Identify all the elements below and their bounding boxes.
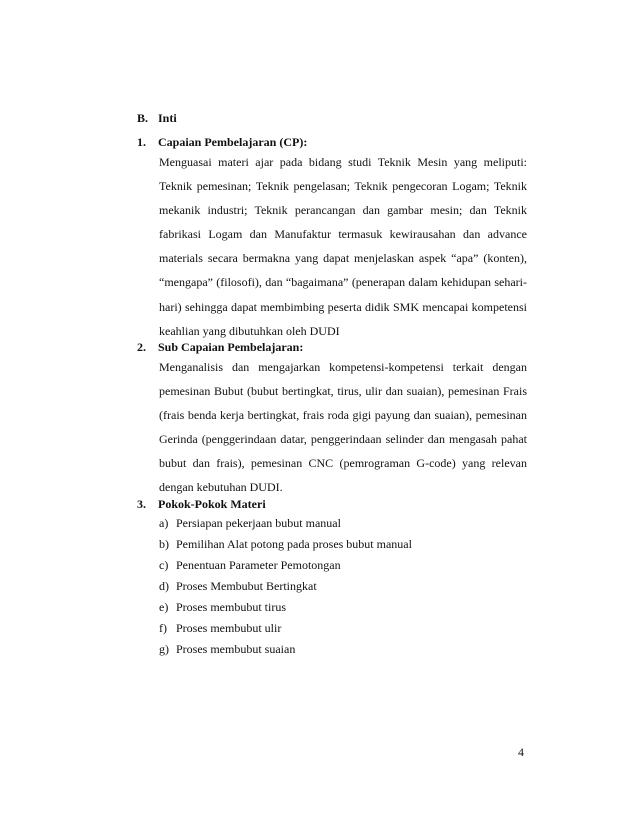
capaian-pembelajaran-heading [137,135,307,149]
section-letter: B. [137,111,149,125]
list-item [159,534,412,555]
list-item-letter: b) [159,537,169,551]
list-item-text: Pemilihan Alat potong pada proses bubut manual [176,537,412,551]
pokok-materi-list [159,513,412,660]
item-number: 1. [137,135,146,149]
page-number: 4 [518,745,524,759]
item-title: Pokok-Pokok Materi [158,497,266,511]
pokok-materi-heading [137,497,266,511]
section-title: Inti [158,111,177,125]
list-item-text: Proses membubut tirus [176,600,286,614]
list-item [159,639,412,660]
list-item-letter: a) [159,516,169,530]
list-item-text: Proses membubut suaian [176,642,296,656]
list-item [159,513,412,534]
list-item-letter: g) [159,642,169,656]
list-item-text: Proses membubut ulir [176,621,282,635]
item-title: Sub Capaian Pembelajaran: [158,340,304,354]
item-number: 3. [137,497,146,511]
list-item-text: Proses Membubut Bertingkat [176,579,317,593]
list-item [159,555,412,576]
capaian-pembelajaran-paragraph: Menguasai materi ajar pada bidang studi Teknik Mesin yang meliputi: Teknik pemesinan; Teknik pengelasan; Teknik pengecoran Logam; Teknik mekanik industri; Teknik perancangan dan gambar mesin; dan Teknik fabrikasi Logam dan Manufaktur termasuk kewirausahan dan advance materials secara bermakna yang dapat menjelaskan aspek “apa” (konten), “mengapa” (filosofi), dan “bagaimana” (penerapan dalam kehidupan sehari-hari) sehingga dapat membimbing peserta didik SMK mencapai kompetensi keahlian yang dibutuhkan oleh DUDI [159,155,527,338]
item-number: 2. [137,340,146,354]
item-title: Capaian Pembelajaran (CP): [158,135,308,149]
list-item-text: Penentuan Parameter Pemotongan [176,558,341,572]
list-item-letter: c) [159,558,169,572]
list-item-letter: f) [159,621,167,635]
list-item-letter: d) [159,579,169,593]
sub-capaian-paragraph: Menganalisis dan mengajarkan kompetensi-kompetensi terkait dengan pemesinan Bubut (bubut bertingkat, tirus, ulir dan suaian), pemesinan Frais (frais benda kerja bertingkat, frais roda gigi payung dan suaian), pemesinan Gerinda (penggerindaan datar, penggerindaan selinder dan mengasah pahat bubut dan frais), pemesinan CNC (pemrograman G-code) yang relevan dengan kebutuhan DUDI. [159,360,527,495]
list-item [159,597,412,618]
list-item [159,576,412,597]
sub-capaian-heading [137,340,303,354]
list-item-letter: e) [159,600,169,614]
list-item [159,618,412,639]
list-item-text: Persiapan pekerjaan bubut manual [176,516,341,530]
section-heading-inti [137,111,177,125]
